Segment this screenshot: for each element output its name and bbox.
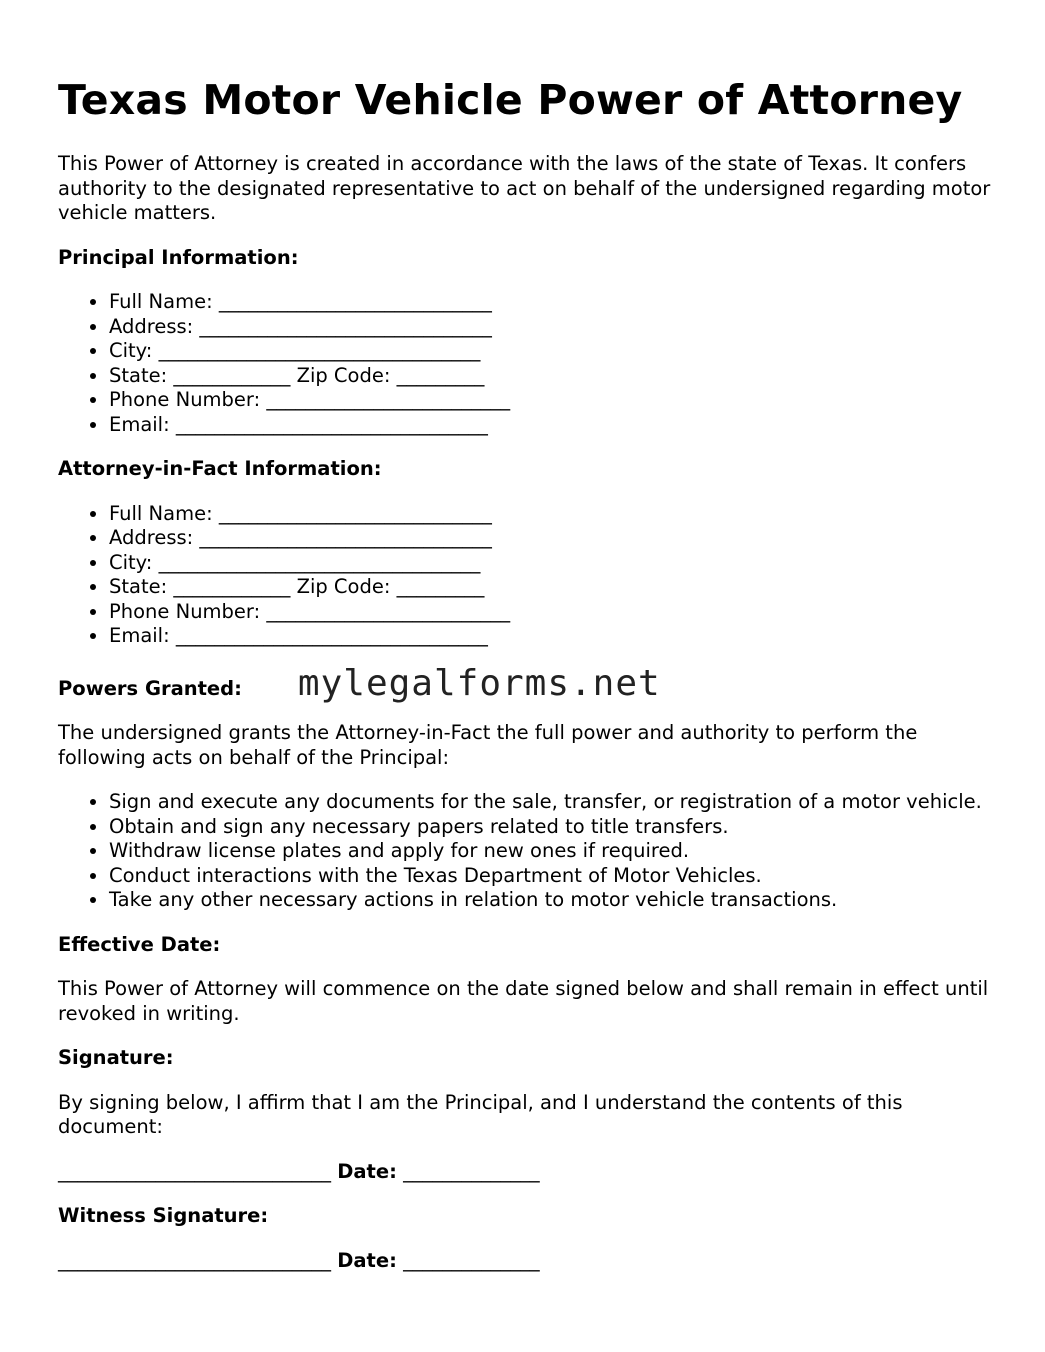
witness-signature-blank: ____________________________ — [58, 1248, 331, 1272]
attorney-email-field: • Email: ________________________________ — [109, 624, 998, 649]
powers-intro-paragraph: The undersigned grants the Attorney-in-Fact the full power and authority to perform the following acts on behalf of the Principal: — [58, 721, 918, 769]
intro-paragraph: This Power of Attorney is created in accordance with the laws of the state of Texas. It confers authority to the designated representative to act on behalf of the undersigned regarding motor vehicle matters. — [58, 152, 991, 224]
attorney-city-field: • City: _________________________________ — [109, 551, 998, 576]
principal-state-zip-field: • State: ____________ Zip Code: _________ — [109, 364, 998, 389]
attorney-phone-field: • Phone Number: _________________________ — [109, 600, 998, 625]
attorney-fields-list — [58, 502, 998, 649]
principal-fields-list — [58, 290, 998, 437]
principal-phone-field: • Phone Number: _________________________ — [109, 388, 998, 413]
principal-heading: Principal Information: — [58, 245, 299, 269]
watermark: mylegalforms.net — [297, 662, 661, 704]
attorney-heading: Attorney-in-Fact Information: — [58, 457, 382, 480]
principal-email-field: • Email: ________________________________ — [109, 413, 998, 438]
document-title: Texas Motor Vehicle Power of Attorney — [58, 76, 963, 124]
witness-date-label: Date: — [337, 1248, 397, 1272]
powers-heading: Powers Granted: — [58, 676, 242, 700]
witness-date-blank: ______________ — [403, 1248, 540, 1272]
powers-list — [58, 790, 998, 913]
power-item: • Withdraw license plates and apply for new ones if required. — [109, 839, 998, 864]
effective-date-paragraph: This Power of Attorney will commence on the date signed below and shall remain in effect until revoked in writing. — [58, 977, 989, 1025]
attorney-full-name-field: • Full Name: ____________________________ — [109, 502, 998, 527]
power-item: • Obtain and sign any necessary papers related to title transfers. — [109, 815, 998, 840]
witness-heading: Witness Signature: — [58, 1204, 269, 1227]
principal-signature-line — [58, 1160, 998, 1185]
principal-full-name-field: • Full Name: ____________________________ — [109, 290, 998, 315]
witness-signature-line — [58, 1249, 998, 1274]
power-item: • Take any other necessary actions in relation to motor vehicle transactions. — [109, 888, 998, 913]
effective-date-heading: Effective Date: — [58, 932, 221, 956]
principal-address-field: • Address: ______________________________ — [109, 315, 998, 340]
attorney-address-field: • Address: ______________________________ — [109, 526, 998, 551]
power-item: • Conduct interactions with the Texas Department of Motor Vehicles. — [109, 864, 998, 889]
attorney-state-zip-field: • State: ____________ Zip Code: _________ — [109, 575, 998, 600]
powers-heading-row — [58, 662, 998, 704]
document-page — [58, 72, 998, 1273]
principal-city-field: • City: _________________________________ — [109, 339, 998, 364]
power-item: • Sign and execute any documents for the sale, transfer, or registration of a motor vehicle. — [109, 790, 998, 815]
signature-blank: ____________________________ — [58, 1159, 331, 1183]
signature-date-label: Date: — [337, 1159, 397, 1183]
signature-paragraph: By signing below, I affirm that I am the Principal, and I understand the contents of this document: — [58, 1090, 903, 1138]
signature-date-blank: ______________ — [403, 1159, 540, 1183]
signature-heading: Signature: — [58, 1046, 174, 1069]
